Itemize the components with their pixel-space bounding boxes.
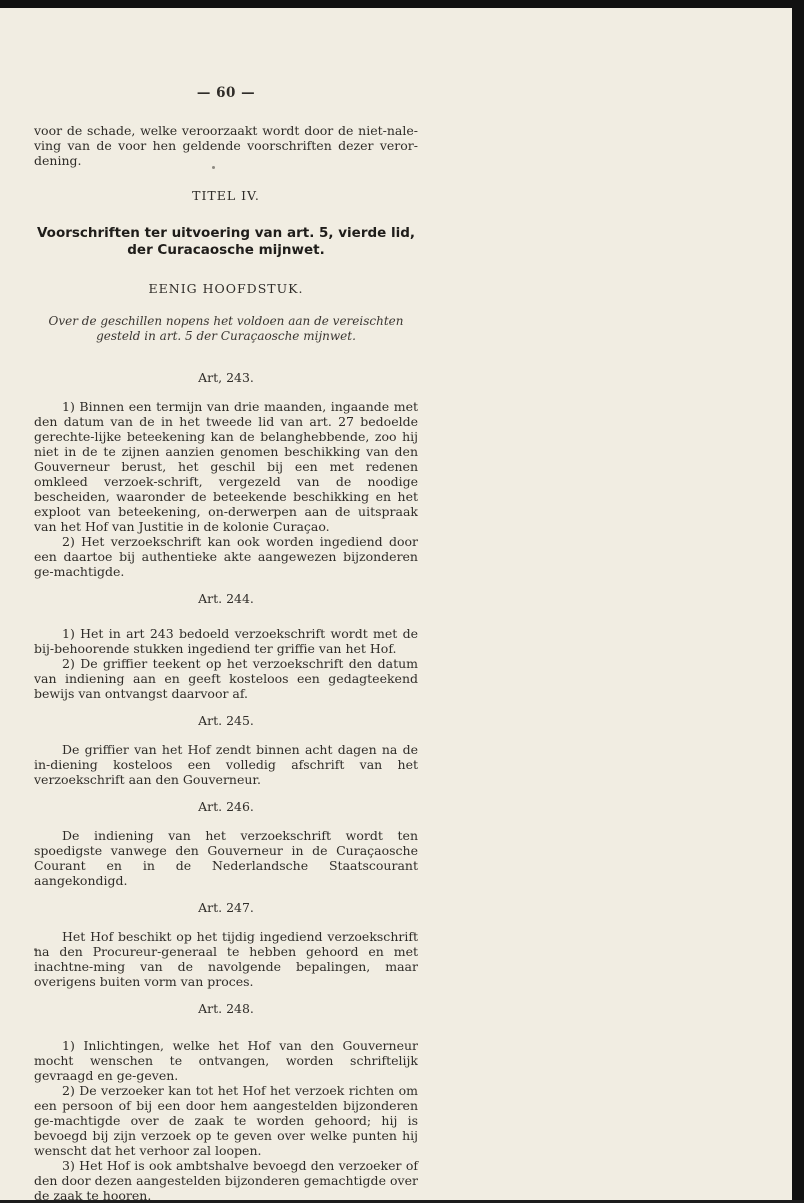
article-title: Art. 248.	[198, 1001, 254, 1016]
article-paragraph: 1) Binnen een termijn van drie maanden, ingaande met den datum van de in het tweede lid van art. 27 bedoelde gerechte-lijke beteekening kan de belanghebbende, zoo hij niet in de te zijnen aanzien genomen beschikking van den Gouverneur berust, het geschil bij een met redenen omkleed verzoek-schrift, vergezeld van de noodige bescheiden, waaronder de beteekende beschikking en het exploot van beteekening, on-derwerpen aan de uitspraak van het Hof van Justitie in de kolonie Curaçao.	[34, 399, 418, 534]
article-title: Art. 247.	[198, 900, 254, 915]
scan-top-border	[0, 0, 804, 8]
scan-right-border	[792, 0, 804, 1200]
article-paragraph: 3) Het Hof is ook ambtshalve bevoegd den verzoeker of den door dezen aangestelden bijzonderen gemachtigde over de zaak te hooren.	[34, 1158, 418, 1203]
article-paragraph: 2) Het verzoekschrift kan ook worden ingediend door een daartoe bij authentieke akte aangewezen bijzonderen ge-machtigde.	[34, 534, 418, 579]
article-paragraph: Het Hof beschikt op het tijdig ingediend verzoekschrift na den Procureur-generaal te hebben gehoord en met inachtne-ming van de navolgende bepalingen, maar overigens buiten vorm van proces.	[34, 929, 418, 989]
titel-heading: TITEL IV.	[192, 188, 260, 203]
article-244	[34, 591, 418, 701]
article-title: Art. 245.	[198, 713, 254, 728]
page-number: — 60 —	[196, 85, 256, 101]
article-title: Art. 244.	[198, 591, 254, 606]
article-245	[34, 713, 418, 787]
intro-paragraph: voor de schade, welke veroorzaakt wordt door de niet-nale-ving van de voor hen geldende voorschriften dezer veror-dening.	[34, 123, 418, 168]
text-column	[34, 86, 418, 1203]
article-paragraph: 1) Inlichtingen, welke het Hof van den Gouverneur mocht wenschen te ontvangen, worden schriftelijk gevraagd en ge-geven.	[34, 1038, 418, 1083]
article-paragraph: 2) De griffier teekent op het verzoekschrift den datum van indiening aan en geeft kosteloos een gedagteekend bewijs van ontvangst daarvoor af.	[34, 656, 418, 701]
article-247	[34, 900, 418, 989]
chapter-subject: Over de geschillen nopens het voldoen aan de vereischten gesteld in art. 5 der Curaçaosche mijnwet.	[48, 314, 404, 343]
article-243	[34, 370, 418, 579]
article-paragraph: De griffier van het Hof zendt binnen acht dagen na de in-diening kosteloos een volledig afschrift van het verzoekschrift aan den Gouverneur.	[34, 742, 418, 787]
article-248	[34, 1001, 418, 1203]
article-paragraph: 1) Het in art 243 bedoeld verzoekschrift wordt met de bij-behoorende stukken ingediend ter griffie van het Hof.	[34, 626, 418, 656]
chapter-heading: EENIG HOOFDSTUK.	[148, 281, 304, 296]
article-246	[34, 799, 418, 888]
section-heading: Voorschriften ter uitvoering van art. 5, vierde lid, der Curacaosche mijnwet.	[36, 225, 416, 258]
article-title: Art. 246.	[198, 799, 254, 814]
article-title: Art, 243.	[198, 370, 254, 385]
article-paragraph: 2) De verzoeker kan tot het Hof het verzoek richten om een persoon of bij een door hem aangestelden bijzonderen ge-machtigde over de zaak te worden gehoord; hij is bevoegd bij zijn verzoek op te geven over welke punten hij wenscht dat het verhoor zal loopen.	[34, 1083, 418, 1158]
article-paragraph: De indiening van het verzoekschrift wordt ten spoedigste vanwege den Gouverneur in de Curaçaosche Courant en in de Nederlandsche Staatscourant aangekondigd.	[34, 828, 418, 888]
